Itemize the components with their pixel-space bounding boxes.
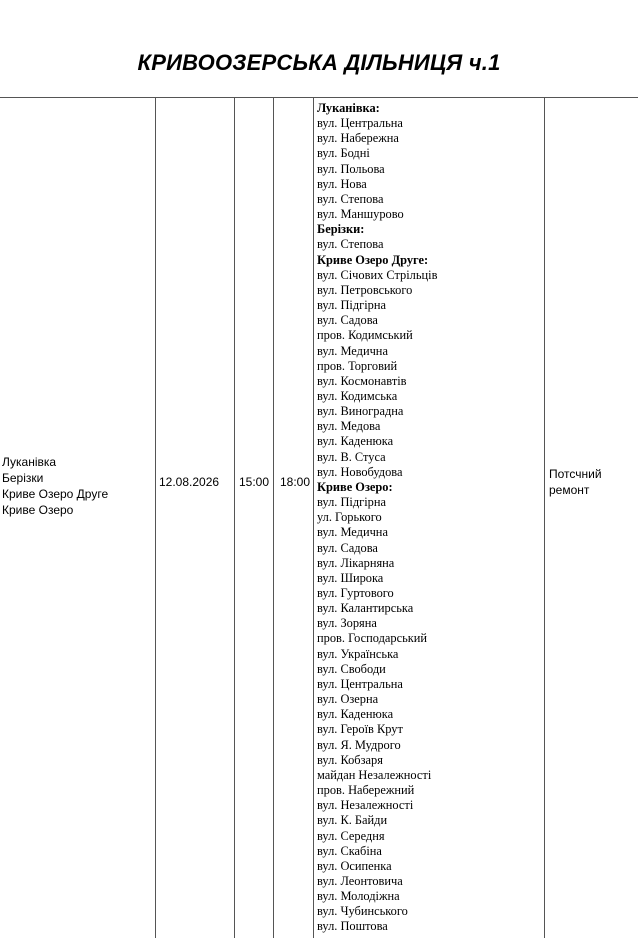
street-item: вул. Космонавтів <box>317 373 407 388</box>
street-item: ул. Горького <box>317 510 382 525</box>
street-item: вул. Середня <box>317 828 385 843</box>
outage-date: 12.08.2026 <box>159 475 220 489</box>
street-item: вул. Бодні <box>317 146 370 161</box>
street-item: вул. Петровського <box>317 282 413 297</box>
street-item: вул. Виноградна <box>317 404 404 419</box>
settlement-name: Криве Озеро Друге <box>2 487 109 501</box>
time-from: 15:00 <box>239 475 270 489</box>
reason-cell <box>549 466 635 498</box>
street-item: вул. Кодимська <box>317 388 398 403</box>
address-list <box>317 101 541 935</box>
street-item: вул. Кобзаря <box>317 752 383 767</box>
street-item: вул. Центральна <box>317 116 403 131</box>
street-item: пров. Торговий <box>317 358 398 373</box>
street-item: вул. Маншурово <box>317 207 404 222</box>
street-item: вул. Широка <box>317 570 384 585</box>
street-item: пров. Господарський <box>317 631 428 646</box>
street-item: вул. Свободи <box>317 661 386 676</box>
street-item: вул. Степова <box>317 237 384 252</box>
street-item: вул. Нова <box>317 176 367 191</box>
street-item: вул. Садова <box>317 313 378 328</box>
street-item: вул. Зоряна <box>317 616 377 631</box>
time-to: 18:00 <box>280 475 311 489</box>
street-item: вул. Січових Стрільців <box>317 267 438 282</box>
street-item: вул. Каденюка <box>317 434 394 449</box>
street-item: вул. Підгірна <box>317 495 387 510</box>
reason-line: ремонт <box>549 483 590 497</box>
table-top-border <box>0 97 638 98</box>
settlement-name: Берізки <box>2 471 44 485</box>
street-item: вул. Лікарняна <box>317 555 395 570</box>
street-item: вул. К. Байди <box>317 813 388 828</box>
street-item: вул. Скабіна <box>317 843 382 858</box>
street-item: вул. Новобудова <box>317 464 403 479</box>
street-item: вул. Калантирська <box>317 601 414 616</box>
street-item: вул. Каденюка <box>317 707 394 722</box>
column-divider-reason <box>544 97 545 938</box>
column-divider-time-from <box>234 97 235 938</box>
street-item: вул. Садова <box>317 540 378 555</box>
street-item: вул. Леонтовича <box>317 873 403 888</box>
settlements-cell <box>2 454 152 518</box>
address-group-heading: Криве Озеро Друге: <box>317 252 429 267</box>
street-item: вул. Степова <box>317 191 384 206</box>
street-item: вул. Чубинського <box>317 904 408 919</box>
street-item: майдан Незалежності <box>317 767 432 782</box>
street-item: вул. В. Стуса <box>317 449 386 464</box>
settlement-name: Луканівка <box>2 455 57 469</box>
street-item: вул. Незалежності <box>317 798 414 813</box>
street-item: вул. Героїв Крут <box>317 722 403 737</box>
street-item: вул. Гуртового <box>317 586 394 600</box>
street-item: вул. Я. Мудрого <box>317 737 401 752</box>
address-group-heading: Берізки: <box>317 222 365 237</box>
street-item: вул. Поштова <box>317 919 388 934</box>
address-group-heading: Криве Озеро: <box>317 479 393 494</box>
column-divider-date <box>155 97 156 938</box>
address-group-heading: Луканівка: <box>317 101 380 115</box>
settlement-name: Криве Озеро <box>2 503 74 517</box>
page-title: КРИВООЗЕРСЬКА ДІЛЬНИЦЯ ч.1 <box>137 50 501 75</box>
street-item: вул. Молодіжна <box>317 889 400 904</box>
column-divider-addresses <box>313 97 314 938</box>
column-divider-time-to <box>273 97 274 938</box>
street-item: вул. Підгірна <box>317 298 387 313</box>
street-item: вул. Осипенка <box>317 858 392 873</box>
street-item: пров. Кодимський <box>317 328 413 343</box>
street-item: вул. Медова <box>317 419 381 434</box>
street-item: вул. Озерна <box>317 692 379 707</box>
reason-line: Потсчний <box>549 467 602 481</box>
street-item: вул. Центральна <box>317 676 403 691</box>
street-item: вул. Медична <box>317 525 388 540</box>
street-item: вул. Медична <box>317 343 388 358</box>
street-item: пров. Набережний <box>317 783 415 798</box>
street-item: вул. Польова <box>317 161 385 176</box>
street-item: вул. Набережна <box>317 131 399 146</box>
street-item: вул. Українська <box>317 646 399 661</box>
